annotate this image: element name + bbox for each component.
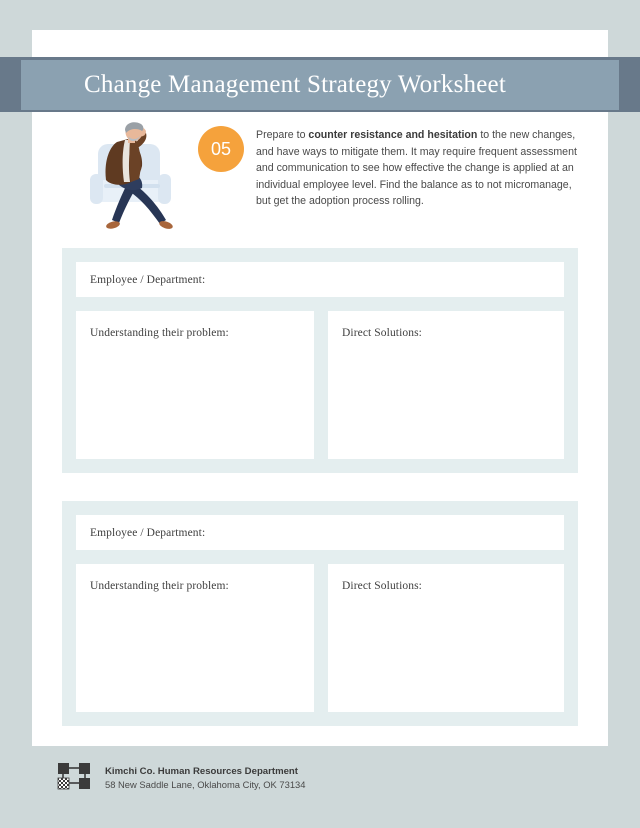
footer-text-block <box>105 765 305 791</box>
footer-content <box>57 762 305 794</box>
section-columns-2 <box>76 564 564 712</box>
direct-solutions-label: Direct Solutions: <box>342 327 422 339</box>
intro-text-emphasis: counter resistance and hesitation <box>308 129 478 141</box>
page-title: Change Management Strategy Worksheet <box>84 71 506 98</box>
title-banner <box>21 60 619 110</box>
direct-solutions-field-1[interactable] <box>328 311 564 459</box>
step-number-badge: 05 <box>198 126 244 172</box>
employee-department-label: Employee / Department: <box>90 273 206 286</box>
employee-department-field-1[interactable] <box>76 262 564 297</box>
employee-department-field-2[interactable] <box>76 515 564 550</box>
worksheet-section-2 <box>62 501 578 726</box>
page-footer <box>0 758 640 828</box>
worksheet-sections <box>32 248 608 754</box>
understanding-problem-field-2[interactable] <box>76 564 314 712</box>
footer-company-name: Kimchi Co. Human Resources Department <box>105 766 298 777</box>
section-columns-1 <box>76 311 564 459</box>
worksheet-section-1 <box>62 248 578 473</box>
understanding-problem-label: Understanding their problem: <box>90 327 229 339</box>
frustrated-employee-in-armchair-illustration <box>84 122 192 234</box>
intro-text-rest: to the new changes, and have ways to mitigate them. It may require frequent assessment and communication to see how effective the change is applied at an individual employee level. Find the balance as to not micromanage, but get the adoption process rolling. <box>256 129 577 208</box>
direct-solutions-label: Direct Solutions: <box>342 580 422 592</box>
network-squares-logo <box>57 762 97 794</box>
understanding-problem-field-1[interactable] <box>76 311 314 459</box>
intro-section <box>32 118 608 234</box>
footer-address: 58 New Saddle Lane, Oklahoma City, OK 73134 <box>105 779 306 790</box>
employee-department-label: Employee / Department: <box>90 526 206 539</box>
understanding-problem-label: Understanding their problem: <box>90 580 229 592</box>
direct-solutions-field-2[interactable] <box>328 564 564 712</box>
intro-text-lead: Prepare to <box>256 129 309 141</box>
intro-paragraph <box>256 127 578 210</box>
